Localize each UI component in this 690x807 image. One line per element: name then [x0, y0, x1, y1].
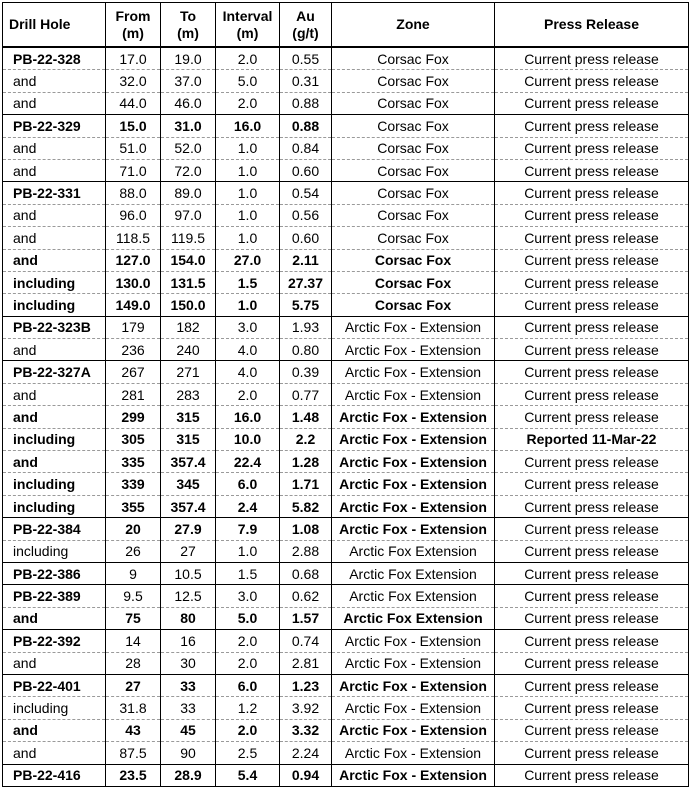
to-cell: 89.0	[161, 182, 216, 204]
drill-hole-cell: and	[3, 406, 106, 428]
from-cell: 28	[106, 652, 161, 674]
to-cell: 357.4	[161, 451, 216, 473]
zone-cell: Corsac Fox	[332, 70, 495, 92]
press-release-cell: Current press release	[495, 630, 689, 652]
table-row	[3, 674, 689, 696]
zone-cell: Arctic Fox - Extension	[332, 674, 495, 696]
from-cell: 20	[106, 518, 161, 540]
zone-cell: Arctic Fox Extension	[332, 607, 495, 629]
table-row	[3, 764, 689, 786]
interval-cell: 5.0	[216, 607, 280, 629]
press-release-cell: Current press release	[495, 495, 689, 517]
to-cell: 80	[161, 607, 216, 629]
interval-cell: 1.5	[216, 562, 280, 584]
from-cell: 71.0	[106, 159, 161, 181]
to-cell: 10.5	[161, 562, 216, 584]
drill-hole-cell: PB-22-392	[3, 630, 106, 652]
drill-hole-cell: and	[3, 339, 106, 361]
to-cell: 271	[161, 361, 216, 383]
drill-hole-cell: and	[3, 719, 106, 741]
drill-hole-cell: and	[3, 249, 106, 271]
interval-cell: 1.0	[216, 294, 280, 316]
interval-cell: 2.0	[216, 652, 280, 674]
table-row	[3, 719, 689, 741]
au-cell: 5.75	[280, 294, 332, 316]
to-cell: 283	[161, 383, 216, 405]
press-release-cell: Current press release	[495, 383, 689, 405]
table-row	[3, 428, 689, 450]
interval-cell: 3.0	[216, 316, 280, 338]
press-release-cell: Current press release	[495, 115, 689, 137]
table-row	[3, 316, 689, 338]
drill-hole-cell: and	[3, 137, 106, 159]
au-cell: 0.60	[280, 159, 332, 181]
drill-hole-cell: including	[3, 697, 106, 719]
zone-cell: Corsac Fox	[332, 227, 495, 249]
zone-cell: Corsac Fox	[332, 137, 495, 159]
to-cell: 72.0	[161, 159, 216, 181]
au-cell: 1.23	[280, 674, 332, 696]
au-cell: 5.82	[280, 495, 332, 517]
to-cell: 27	[161, 540, 216, 562]
from-cell: 305	[106, 428, 161, 450]
to-cell: 315	[161, 406, 216, 428]
interval-cell: 2.0	[216, 47, 280, 70]
press-release-cell: Current press release	[495, 518, 689, 540]
to-cell: 28.9	[161, 764, 216, 786]
zone-cell: Arctic Fox Extension	[332, 585, 495, 607]
press-release-cell: Current press release	[495, 473, 689, 495]
zone-cell: Arctic Fox - Extension	[332, 451, 495, 473]
table-row	[3, 361, 689, 383]
header-interval-line2: (m)	[236, 24, 259, 41]
interval-cell: 2.0	[216, 719, 280, 741]
au-cell: 0.54	[280, 182, 332, 204]
press-release-cell: Current press release	[495, 159, 689, 181]
interval-cell: 1.0	[216, 227, 280, 249]
to-cell: 240	[161, 339, 216, 361]
to-cell: 31.0	[161, 115, 216, 137]
press-release-cell: Current press release	[495, 674, 689, 696]
drill-hole-cell: PB-22-323B	[3, 316, 106, 338]
zone-cell: Arctic Fox - Extension	[332, 339, 495, 361]
interval-cell: 3.0	[216, 585, 280, 607]
table-row	[3, 518, 689, 540]
interval-cell: 16.0	[216, 406, 280, 428]
press-release-cell: Current press release	[495, 451, 689, 473]
table-row	[3, 540, 689, 562]
table-row	[3, 697, 689, 719]
drill-hole-cell: and	[3, 70, 106, 92]
press-release-cell: Current press release	[495, 562, 689, 584]
zone-cell: Arctic Fox - Extension	[332, 473, 495, 495]
header-au	[280, 3, 332, 48]
header-to-line1: To	[179, 7, 197, 24]
press-release-cell: Current press release	[495, 316, 689, 338]
interval-cell: 1.0	[216, 182, 280, 204]
table-row	[3, 630, 689, 652]
press-release-cell: Current press release	[495, 742, 689, 764]
interval-cell: 2.4	[216, 495, 280, 517]
header-drill-hole	[3, 3, 106, 48]
zone-cell: Arctic Fox - Extension	[332, 495, 495, 517]
zone-cell: Corsac Fox	[332, 115, 495, 137]
to-cell: 182	[161, 316, 216, 338]
to-cell: 357.4	[161, 495, 216, 517]
header-to	[161, 3, 216, 48]
interval-cell: 22.4	[216, 451, 280, 473]
drill-hole-cell: including	[3, 540, 106, 562]
from-cell: 32.0	[106, 70, 161, 92]
table-row	[3, 137, 689, 159]
press-release-cell: Current press release	[495, 406, 689, 428]
from-cell: 9	[106, 562, 161, 584]
au-cell: 2.81	[280, 652, 332, 674]
to-cell: 97.0	[161, 204, 216, 226]
drill-hole-cell: including	[3, 271, 106, 293]
au-cell: 0.55	[280, 47, 332, 70]
au-cell: 1.48	[280, 406, 332, 428]
zone-cell: Corsac Fox	[332, 182, 495, 204]
header-drill-hole-label: Drill Hole	[9, 16, 71, 32]
from-cell: 88.0	[106, 182, 161, 204]
from-cell: 26	[106, 540, 161, 562]
to-cell: 27.9	[161, 518, 216, 540]
from-cell: 130.0	[106, 271, 161, 293]
table-row	[3, 227, 689, 249]
to-cell: 30	[161, 652, 216, 674]
au-cell: 0.88	[280, 115, 332, 137]
drill-hole-cell: and	[3, 227, 106, 249]
from-cell: 27	[106, 674, 161, 696]
au-cell: 0.94	[280, 764, 332, 786]
table-row	[3, 652, 689, 674]
zone-cell: Arctic Fox - Extension	[332, 383, 495, 405]
interval-cell: 1.5	[216, 271, 280, 293]
press-release-cell: Current press release	[495, 607, 689, 629]
au-cell: 0.84	[280, 137, 332, 159]
zone-cell: Arctic Fox - Extension	[332, 652, 495, 674]
interval-cell: 1.0	[216, 540, 280, 562]
to-cell: 345	[161, 473, 216, 495]
from-cell: 44.0	[106, 92, 161, 114]
press-release-cell: Current press release	[495, 361, 689, 383]
to-cell: 150.0	[161, 294, 216, 316]
from-cell: 339	[106, 473, 161, 495]
from-cell: 149.0	[106, 294, 161, 316]
drill-hole-cell: PB-22-327A	[3, 361, 106, 383]
header-press-release	[495, 3, 689, 48]
au-cell: 0.80	[280, 339, 332, 361]
to-cell: 154.0	[161, 249, 216, 271]
interval-cell: 1.0	[216, 204, 280, 226]
interval-cell: 1.0	[216, 159, 280, 181]
drill-hole-cell: and	[3, 451, 106, 473]
au-cell: 0.74	[280, 630, 332, 652]
press-release-cell: Current press release	[495, 249, 689, 271]
to-cell: 90	[161, 742, 216, 764]
header-row	[3, 3, 689, 48]
au-cell: 0.68	[280, 562, 332, 584]
interval-cell: 16.0	[216, 115, 280, 137]
press-release-cell: Current press release	[495, 652, 689, 674]
from-cell: 236	[106, 339, 161, 361]
press-release-cell: Reported 11-Mar-22	[495, 428, 689, 450]
au-cell: 1.71	[280, 473, 332, 495]
zone-cell: Arctic Fox - Extension	[332, 697, 495, 719]
table-row	[3, 406, 689, 428]
au-cell: 0.39	[280, 361, 332, 383]
zone-cell: Arctic Fox - Extension	[332, 518, 495, 540]
drill-hole-cell: and	[3, 383, 106, 405]
drill-hole-cell: including	[3, 428, 106, 450]
press-release-cell: Current press release	[495, 137, 689, 159]
press-release-cell: Current press release	[495, 697, 689, 719]
to-cell: 19.0	[161, 47, 216, 70]
drill-hole-cell: PB-22-384	[3, 518, 106, 540]
header-from-line1: From	[115, 7, 151, 24]
interval-cell: 4.0	[216, 339, 280, 361]
header-press-release-label: Press Release	[544, 16, 639, 32]
table-row	[3, 249, 689, 271]
table-row	[3, 495, 689, 517]
table-row	[3, 92, 689, 114]
drill-hole-cell: PB-22-329	[3, 115, 106, 137]
press-release-cell: Current press release	[495, 540, 689, 562]
interval-cell: 1.0	[216, 137, 280, 159]
zone-cell: Corsac Fox	[332, 294, 495, 316]
header-to-line2: (m)	[177, 24, 199, 41]
table-row	[3, 271, 689, 293]
from-cell: 87.5	[106, 742, 161, 764]
interval-cell: 5.4	[216, 764, 280, 786]
drill-hole-cell: and	[3, 92, 106, 114]
press-release-cell: Current press release	[495, 271, 689, 293]
zone-cell: Arctic Fox - Extension	[332, 361, 495, 383]
au-cell: 3.92	[280, 697, 332, 719]
table-row	[3, 607, 689, 629]
drill-hole-cell: including	[3, 294, 106, 316]
drill-hole-cell: and	[3, 652, 106, 674]
press-release-cell: Current press release	[495, 294, 689, 316]
au-cell: 0.88	[280, 92, 332, 114]
zone-cell: Corsac Fox	[332, 249, 495, 271]
to-cell: 33	[161, 674, 216, 696]
table-row	[3, 585, 689, 607]
drill-hole-cell: including	[3, 495, 106, 517]
table-row	[3, 182, 689, 204]
to-cell: 12.5	[161, 585, 216, 607]
au-cell: 2.88	[280, 540, 332, 562]
header-zone-label: Zone	[396, 16, 430, 32]
from-cell: 15.0	[106, 115, 161, 137]
press-release-cell: Current press release	[495, 182, 689, 204]
drill-hole-cell: including	[3, 473, 106, 495]
table-row	[3, 115, 689, 137]
au-cell: 1.08	[280, 518, 332, 540]
au-cell: 27.37	[280, 271, 332, 293]
press-release-cell: Current press release	[495, 719, 689, 741]
from-cell: 14	[106, 630, 161, 652]
zone-cell: Arctic Fox - Extension	[332, 742, 495, 764]
table-row	[3, 70, 689, 92]
drill-hole-cell: and	[3, 607, 106, 629]
table-row	[3, 473, 689, 495]
from-cell: 267	[106, 361, 161, 383]
zone-cell: Arctic Fox - Extension	[332, 764, 495, 786]
drill-hole-cell: PB-22-328	[3, 47, 106, 70]
interval-cell: 6.0	[216, 674, 280, 696]
interval-cell: 2.0	[216, 92, 280, 114]
table-row	[3, 383, 689, 405]
interval-cell: 1.2	[216, 697, 280, 719]
au-cell: 1.57	[280, 607, 332, 629]
au-cell: 0.56	[280, 204, 332, 226]
au-cell: 2.24	[280, 742, 332, 764]
drill-hole-cell: and	[3, 204, 106, 226]
to-cell: 33	[161, 697, 216, 719]
interval-cell: 5.0	[216, 70, 280, 92]
zone-cell: Corsac Fox	[332, 271, 495, 293]
au-cell: 0.77	[280, 383, 332, 405]
from-cell: 31.8	[106, 697, 161, 719]
table-row	[3, 451, 689, 473]
from-cell: 281	[106, 383, 161, 405]
zone-cell: Arctic Fox Extension	[332, 540, 495, 562]
to-cell: 16	[161, 630, 216, 652]
from-cell: 179	[106, 316, 161, 338]
from-cell: 299	[106, 406, 161, 428]
drill-hole-cell: and	[3, 742, 106, 764]
press-release-cell: Current press release	[495, 585, 689, 607]
to-cell: 315	[161, 428, 216, 450]
to-cell: 119.5	[161, 227, 216, 249]
from-cell: 335	[106, 451, 161, 473]
drill-hole-cell: and	[3, 159, 106, 181]
header-au-line1: Au	[296, 7, 315, 24]
from-cell: 51.0	[106, 137, 161, 159]
interval-cell: 10.0	[216, 428, 280, 450]
header-au-line2: (g/t)	[292, 24, 319, 41]
zone-cell: Arctic Fox - Extension	[332, 428, 495, 450]
au-cell: 0.62	[280, 585, 332, 607]
interval-cell: 2.0	[216, 630, 280, 652]
interval-cell: 4.0	[216, 361, 280, 383]
zone-cell: Corsac Fox	[332, 47, 495, 70]
table-row	[3, 562, 689, 584]
drill-results-table	[2, 2, 689, 787]
zone-cell: Corsac Fox	[332, 92, 495, 114]
zone-cell: Arctic Fox - Extension	[332, 630, 495, 652]
zone-cell: Corsac Fox	[332, 204, 495, 226]
from-cell: 127.0	[106, 249, 161, 271]
au-cell: 2.11	[280, 249, 332, 271]
au-cell: 2.2	[280, 428, 332, 450]
table-body	[3, 47, 689, 786]
zone-cell: Corsac Fox	[332, 159, 495, 181]
table-row	[3, 294, 689, 316]
table-row	[3, 204, 689, 226]
press-release-cell: Current press release	[495, 764, 689, 786]
press-release-cell: Current press release	[495, 70, 689, 92]
press-release-cell: Current press release	[495, 47, 689, 70]
au-cell: 1.93	[280, 316, 332, 338]
interval-cell: 7.9	[216, 518, 280, 540]
from-cell: 96.0	[106, 204, 161, 226]
table-row	[3, 339, 689, 361]
au-cell: 3.32	[280, 719, 332, 741]
header-interval	[216, 3, 280, 48]
from-cell: 118.5	[106, 227, 161, 249]
header-from-line2: (m)	[122, 24, 144, 41]
au-cell: 0.31	[280, 70, 332, 92]
interval-cell: 6.0	[216, 473, 280, 495]
table-row	[3, 159, 689, 181]
header-interval-line1: Interval	[222, 7, 273, 24]
to-cell: 52.0	[161, 137, 216, 159]
drill-hole-cell: PB-22-401	[3, 674, 106, 696]
drill-hole-cell: PB-22-389	[3, 585, 106, 607]
from-cell: 43	[106, 719, 161, 741]
zone-cell: Arctic Fox - Extension	[332, 316, 495, 338]
interval-cell: 27.0	[216, 249, 280, 271]
interval-cell: 2.0	[216, 383, 280, 405]
to-cell: 37.0	[161, 70, 216, 92]
header-from	[106, 3, 161, 48]
interval-cell: 2.5	[216, 742, 280, 764]
table-row	[3, 47, 689, 70]
press-release-cell: Current press release	[495, 339, 689, 361]
table-row	[3, 742, 689, 764]
to-cell: 45	[161, 719, 216, 741]
drill-hole-cell: PB-22-386	[3, 562, 106, 584]
zone-cell: Arctic Fox - Extension	[332, 406, 495, 428]
press-release-cell: Current press release	[495, 92, 689, 114]
from-cell: 17.0	[106, 47, 161, 70]
zone-cell: Arctic Fox Extension	[332, 562, 495, 584]
au-cell: 1.28	[280, 451, 332, 473]
from-cell: 23.5	[106, 764, 161, 786]
au-cell: 0.60	[280, 227, 332, 249]
to-cell: 131.5	[161, 271, 216, 293]
press-release-cell: Current press release	[495, 227, 689, 249]
from-cell: 75	[106, 607, 161, 629]
header-zone	[332, 3, 495, 48]
from-cell: 355	[106, 495, 161, 517]
drill-hole-cell: PB-22-331	[3, 182, 106, 204]
to-cell: 46.0	[161, 92, 216, 114]
from-cell: 9.5	[106, 585, 161, 607]
drill-hole-cell: PB-22-416	[3, 764, 106, 786]
zone-cell: Arctic Fox - Extension	[332, 719, 495, 741]
press-release-cell: Current press release	[495, 204, 689, 226]
